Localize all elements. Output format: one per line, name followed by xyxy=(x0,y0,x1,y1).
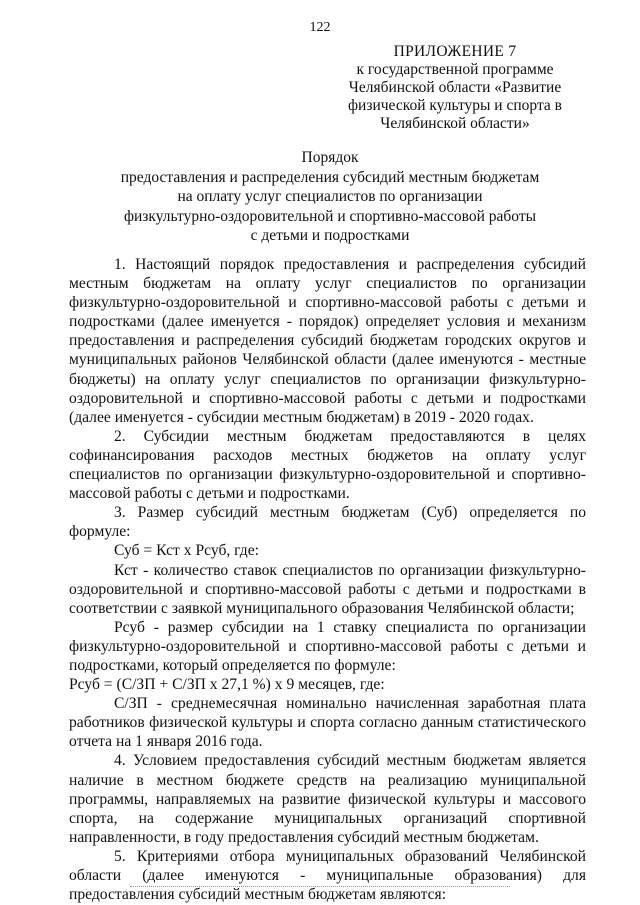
document-title-line: физкультурно-оздоровительной и спортивно-массовой работы xyxy=(123,207,537,225)
definition-czp: С/ЗП - среднемесячная номинально начисленная заработная плата работников физической культуры и спорта согласно данным статистического отчета на 1 января 2016 года. xyxy=(69,695,586,751)
appendix-line: Челябинской области» xyxy=(380,115,530,132)
document-body xyxy=(69,255,586,904)
document-title-line: с детьми и подростками xyxy=(250,227,410,244)
paragraph-2: 2. Субсидии местным бюджетам предоставляются в целях софинансирования расходов местных бюджетов на оплату услуг специалистов по организации физкультурно-оздоровительной и спортивно-массовой работы с детьми и подростками. xyxy=(69,427,586,503)
formula-rsub: Рсуб = (С/ЗП + С/ЗП х 27,1 %) х 9 месяцев, где: xyxy=(69,676,385,694)
paragraph-3: 3. Размер субсидий местным бюджетам (Суб) определяется по формуле: xyxy=(69,504,586,541)
formula-sub: Суб = Кст х Рсуб, где: xyxy=(114,542,259,560)
appendix-title: ПРИЛОЖЕНИЕ 7 xyxy=(393,43,517,60)
document-title-line: на оплату услуг специалистов по организации xyxy=(177,188,483,205)
appendix-line: Челябинской области «Развитие xyxy=(348,79,562,96)
page-number: 122 xyxy=(309,20,331,35)
appendix-line: к государственной программе xyxy=(356,61,554,78)
paragraph-1: 1. Настоящий порядок предоставления и распределения субсидий местным бюджетам на оплату услуг специалистов по организации физкультурно-оздоровительной и спортивно-массовой работы с детьми и подростками (далее именуется - порядок) определяет условия и механизм предоставления и распределения субсидий бюджетам городских округов и муниципальных районов Челябинской области (далее именуются - местные бюджеты) на оплату услуг специалистов по организации физкультурно-оздоровительной и спортивно-массовой работы с детьми и подростками (далее именуется - субсидии местным бюджетам) в 2019 - 2020 годах. xyxy=(69,256,586,426)
document-title xyxy=(60,148,600,246)
scan-edge-divider xyxy=(130,886,510,887)
paragraph-5: 5. Критериями отбора муниципальных образований Челябинской области (далее именуются - муниципальные образования) для предоставления субсидий местным бюджетам являются: xyxy=(69,847,586,904)
definition-kst: Кст - количество ставок специалистов по организации физкультурно-оздоровительной и спортивно-массовой работы с детьми и подростками в соответствии с заявкой муниципального образования Челябинской области; xyxy=(69,561,586,617)
document-title-line: Порядок xyxy=(301,149,359,166)
appendix-header xyxy=(330,43,580,133)
definition-rsub: Рсуб - размер субсидии на 1 ставку специалиста по организации физкультурно-оздоровительной и спортивно-массовой работы с детьми и подростками, который определяется по формуле: xyxy=(69,618,586,674)
appendix-line: физической культуры и спорта в xyxy=(348,97,562,114)
paragraph-4: 4. Условием предоставления субсидий местным бюджетам является наличие в местном бюджете средств на реализацию муниципальной программы, направляемых на развитие физической культуры и массового спорта, на содержание муниципальных организаций спортивной направленности, в году предоставления субсидий местным бюджетам. xyxy=(69,752,586,846)
document-title-line: предоставления и распределения субсидий местным бюджетам xyxy=(120,168,540,186)
